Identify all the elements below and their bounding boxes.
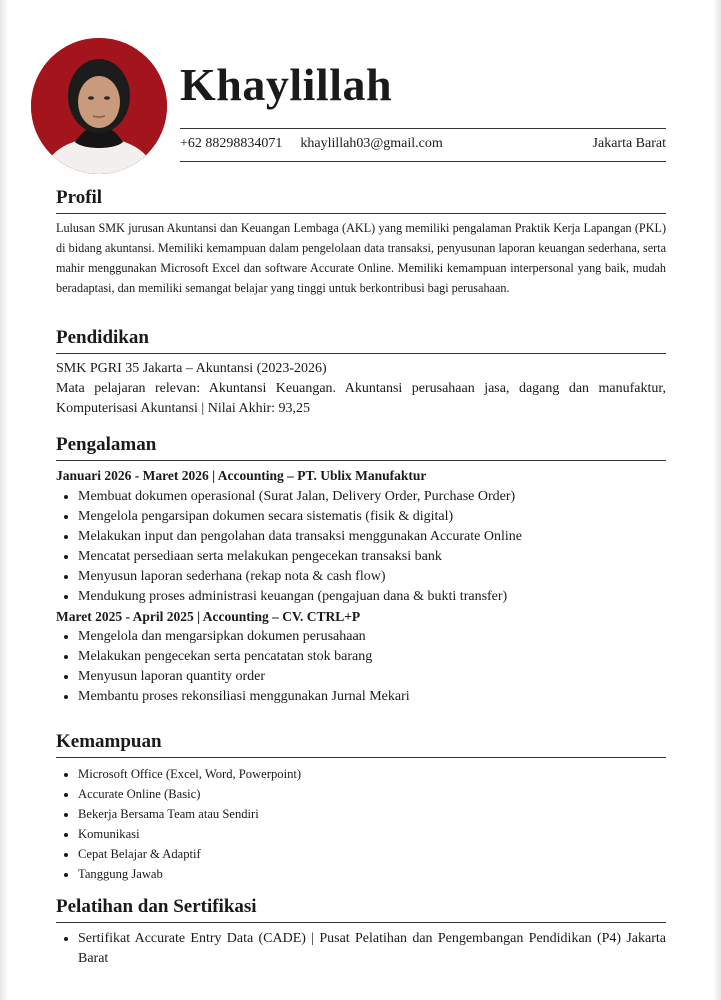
- page-edge-right: [713, 0, 721, 1000]
- list-item: • Mengelola dan mengarsipkan dokumen perusahaan: [78, 627, 666, 647]
- location-text: Jakarta Barat: [592, 136, 666, 151]
- list-item: • Cepat Belajar & Adaptif: [78, 844, 666, 864]
- list-item: • Membuat dokumen operasional (Surat Jalan, Delivery Order, Purchase Order): [78, 487, 666, 507]
- section-title-pendidikan: Pendidikan: [56, 328, 666, 354]
- list-item: • Tanggung Jawab: [78, 864, 666, 884]
- job-heading: Januari 2026 - Maret 2026 | Accounting – PT. Ublix Manufaktur: [56, 468, 427, 483]
- job-tasks-list: [56, 487, 666, 607]
- certification-list: [56, 929, 666, 969]
- list-item: • Mengelola pengarsipan dokumen secara sistematis (fisik & digital): [78, 507, 666, 527]
- section-title-profil: Profil: [56, 188, 666, 214]
- list-item: • Menyusun laporan sederhana (rekap nota & cash flow): [78, 567, 666, 587]
- education-school: SMK PGRI 35 Jakarta – Akuntansi (2023-2026): [56, 361, 327, 376]
- list-item: • Mendukung proses administrasi keuangan (pengajuan dana & bukti transfer): [78, 587, 666, 607]
- section-title-kemampuan: Kemampuan: [56, 732, 666, 758]
- list-item: • Komunikasi: [78, 824, 666, 844]
- list-item: • Bekerja Bersama Team atau Sendiri: [78, 804, 666, 824]
- contact-line: [180, 136, 666, 152]
- list-item: • Accurate Online (Basic): [78, 784, 666, 804]
- section-pengalaman: [56, 435, 666, 707]
- person-avatar-icon: [31, 38, 167, 174]
- skills-list: [56, 764, 666, 884]
- header-rule-bottom: [180, 161, 666, 162]
- email-address[interactable]: khaylillah03@gmail.com: [300, 136, 443, 151]
- section-title-pengalaman: Pengalaman: [56, 435, 666, 461]
- profil-text: Lulusan SMK jurusan Akuntansi dan Keuangan Lembaga (AKL) yang memiliki pengalaman Praktik Kerja Lapangan (PKL) di bidang akuntansi. Memiliki kemampuan dalam pengelolaan data transaksi, penyusunan laporan keuangan sederhana, serta mahir menggunakan Microsoft Excel dan software Accurate Online. Memiliki kemampuan interpersonal yang baik, mudah beradaptasi, dan memiliki semangat belajar yang tinggi untuk berkontribusi bagi perusahaan.: [56, 221, 666, 295]
- job-heading: Maret 2025 - April 2025 | Accounting – CV. CTRL+P: [56, 609, 361, 624]
- candidate-name: Khaylillah: [180, 59, 393, 110]
- section-pendidikan: [56, 328, 666, 419]
- list-item: • Mencatat persediaan serta melakukan pengecekan transaksi bank: [78, 547, 666, 567]
- job-tasks-list: [56, 627, 666, 707]
- profile-photo: [31, 38, 167, 174]
- section-profil: [56, 188, 666, 298]
- list-item: • Sertifikat Accurate Entry Data (CADE) | Pusat Pelatihan dan Pengembangan Pendidikan (P4) Jakarta Barat: [78, 929, 666, 969]
- list-item: • Melakukan input dan pengolahan data transaksi menggunakan Accurate Online: [78, 527, 666, 547]
- page-edge-left: [0, 0, 8, 1000]
- list-item: • Membantu proses rekonsiliasi menggunakan Jurnal Mekari: [78, 687, 666, 707]
- section-pelatihan: [56, 897, 666, 969]
- education-detail: Mata pelajaran relevan: Akuntansi Keuangan. Akuntansi perusahaan jasa, dagang dan manufaktur, Komputerisasi Akuntansi | Nilai Akhir: 93,25: [56, 381, 666, 416]
- phone-number[interactable]: +62 88298834071: [180, 136, 283, 151]
- section-kemampuan: [56, 732, 666, 884]
- header-rule-top: [180, 128, 666, 129]
- list-item: • Melakukan pengecekan serta pencatatan stok barang: [78, 647, 666, 667]
- list-item: • Microsoft Office (Excel, Word, Powerpoint): [78, 764, 666, 784]
- list-item: • Menyusun laporan quantity order: [78, 667, 666, 687]
- section-title-pelatihan: Pelatihan dan Sertifikasi: [56, 897, 666, 923]
